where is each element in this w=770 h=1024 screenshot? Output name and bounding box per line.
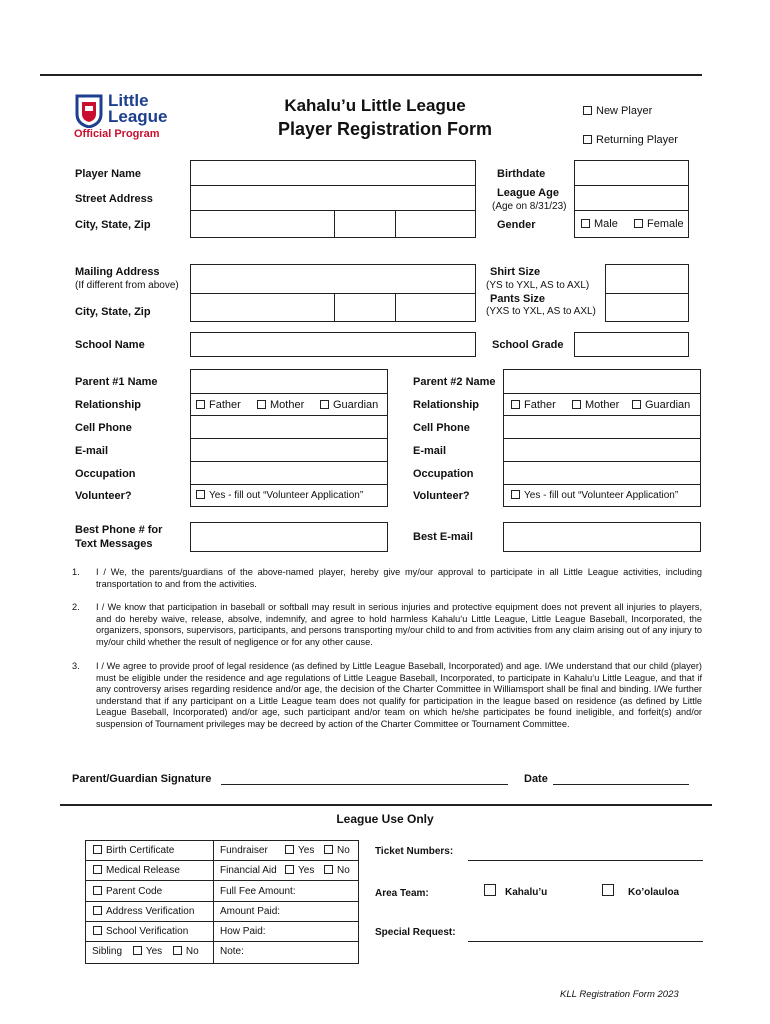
parent2-guardian-checkbox[interactable]: Guardian bbox=[632, 399, 690, 411]
birthdate-field[interactable] bbox=[574, 160, 689, 186]
financial-aid-yes-checkbox[interactable]: Yes bbox=[285, 865, 314, 876]
league-use-row-divider-5 bbox=[85, 941, 359, 942]
sibling-row bbox=[92, 946, 199, 957]
parent2-name-label: Parent #2 Name bbox=[413, 376, 496, 388]
state-field[interactable] bbox=[334, 210, 396, 238]
koolauloa-checkbox[interactable]: Ko’olauloa bbox=[602, 884, 679, 898]
pants-size-field[interactable] bbox=[605, 293, 689, 322]
special-request-line[interactable] bbox=[468, 941, 703, 942]
footer-text: KLL Registration Form 2023 bbox=[560, 989, 679, 1000]
league-age-label: League Age bbox=[497, 187, 559, 199]
logo-line-2: League bbox=[108, 107, 168, 126]
mailing-city-field[interactable] bbox=[190, 293, 335, 322]
logo-line-3: Official Program bbox=[74, 128, 160, 140]
agreement-1: 1. I / We, the parents/guardians of the above-named player, hereby give my/our approval to participate in all Little League activities, including transportation to and from the activities. bbox=[72, 567, 702, 589]
form-title-2: Player Registration Form bbox=[277, 119, 493, 139]
parent2-cell-field[interactable] bbox=[503, 415, 701, 439]
address-verification-checkbox[interactable]: Address Verification bbox=[93, 906, 194, 917]
league-use-col-divider bbox=[213, 840, 214, 964]
medical-release-checkbox[interactable]: Medical Release bbox=[93, 865, 180, 876]
parent1-relationship-label: Relationship bbox=[75, 399, 142, 411]
sibling-no-checkbox[interactable]: No bbox=[173, 946, 199, 957]
league-age-field[interactable] bbox=[574, 185, 689, 211]
parent1-volunteer-label: Volunteer? bbox=[75, 490, 132, 502]
parent1-email-label: E-mail bbox=[75, 445, 109, 457]
parent2-email-field[interactable] bbox=[503, 438, 701, 462]
fundraiser-label: Fundraiser bbox=[220, 845, 268, 856]
school-name-field[interactable] bbox=[190, 332, 476, 357]
date-line[interactable] bbox=[553, 784, 689, 785]
parent2-cell-label: Cell Phone bbox=[413, 422, 470, 434]
kahaluu-checkbox[interactable]: Kahalu’u bbox=[484, 884, 547, 898]
parent-code-checkbox[interactable]: Parent Code bbox=[93, 886, 162, 897]
city-state-zip-label: City, State, Zip bbox=[75, 219, 151, 231]
shirt-size-label: Shirt Size bbox=[490, 266, 541, 278]
parent1-occupation-label: Occupation bbox=[75, 468, 136, 480]
parent1-name-field[interactable] bbox=[190, 369, 388, 394]
school-grade-label: School Grade bbox=[492, 339, 564, 351]
parent1-cell-label: Cell Phone bbox=[75, 422, 132, 434]
mailing-state-field[interactable] bbox=[334, 293, 396, 322]
full-fee-label: Full Fee Amount: bbox=[220, 886, 296, 897]
parent1-cell-field[interactable] bbox=[190, 415, 388, 439]
financial-aid-label: Financial Aid bbox=[220, 865, 277, 876]
league-use-row-divider-3 bbox=[85, 901, 359, 902]
best-phone-label-1: Best Phone # for bbox=[75, 524, 163, 536]
school-grade-field[interactable] bbox=[574, 332, 689, 357]
street-address-field[interactable] bbox=[190, 185, 476, 211]
league-use-title: League Use Only bbox=[336, 812, 434, 826]
school-verification-checkbox[interactable]: School Verification bbox=[93, 926, 188, 937]
parent1-father-checkbox[interactable]: Father bbox=[196, 399, 241, 411]
parent2-name-field[interactable] bbox=[503, 369, 701, 394]
date-label: Date bbox=[524, 773, 548, 785]
street-address-label: Street Address bbox=[75, 193, 153, 205]
signature-line[interactable] bbox=[221, 784, 508, 785]
shirt-size-note: (YS to YXL, AS to AXL) bbox=[486, 280, 590, 291]
league-use-rule bbox=[60, 804, 712, 806]
amount-paid-label: Amount Paid: bbox=[220, 906, 281, 917]
sibling-yes-checkbox[interactable]: Yes bbox=[133, 946, 162, 957]
parent2-mother-checkbox[interactable]: Mother bbox=[572, 399, 619, 411]
shirt-size-field[interactable] bbox=[605, 264, 689, 294]
player-name-field[interactable] bbox=[190, 160, 476, 186]
special-request-label: Special Request: bbox=[375, 927, 456, 938]
parent1-email-field[interactable] bbox=[190, 438, 388, 462]
ticket-numbers-line[interactable] bbox=[468, 860, 703, 861]
new-player-checkbox[interactable]: New Player bbox=[583, 105, 652, 117]
parent2-father-checkbox[interactable]: Father bbox=[511, 399, 556, 411]
signature-label: Parent/Guardian Signature bbox=[72, 773, 212, 785]
parent1-mother-checkbox[interactable]: Mother bbox=[257, 399, 304, 411]
financial-aid-no-checkbox[interactable]: No bbox=[324, 865, 350, 876]
best-phone-label-2: Text Messages bbox=[75, 538, 153, 550]
top-rule bbox=[40, 74, 702, 76]
player-name-label: Player Name bbox=[75, 168, 142, 180]
note-label: Note: bbox=[220, 946, 244, 957]
form-title-1: Kahalu’u Little League bbox=[284, 96, 466, 115]
zip-field[interactable] bbox=[395, 210, 476, 238]
city-field[interactable] bbox=[190, 210, 335, 238]
birthdate-label: Birthdate bbox=[497, 168, 546, 180]
returning-player-checkbox[interactable]: Returning Player bbox=[583, 134, 678, 146]
parent1-guardian-checkbox[interactable]: Guardian bbox=[320, 399, 378, 411]
gender-label: Gender bbox=[497, 219, 536, 231]
male-checkbox[interactable]: Male bbox=[581, 218, 618, 230]
logo-line-1: Little bbox=[108, 91, 149, 110]
sibling-label: Sibling bbox=[92, 946, 123, 957]
mailing-city-label: City, State, Zip bbox=[75, 306, 151, 318]
agreement-2: 2. I / We know that participation in baseball or softball may result in serious injuries and protective equipment does not prevent all injuries to players, and do hereby waive, release, absolve, indemnify, and agree to hold harmless Kahalu‘u Little League, Little League Baseball, Incorporated, the organizers, sponsors, supervisors, participants, and persons transporting my/our child to and from activities from any claim arising out of any injury to my/our child whether the result of negligence or for any other cause. bbox=[72, 602, 702, 647]
pants-size-note: (YXS to YXL, AS to AXL) bbox=[486, 306, 596, 317]
fundraiser-yes-checkbox[interactable]: Yes bbox=[285, 845, 314, 856]
mailing-zip-field[interactable] bbox=[395, 293, 476, 322]
birth-certificate-checkbox[interactable]: Birth Certificate bbox=[93, 845, 174, 856]
league-age-note: (Age on 8/31/23) bbox=[492, 201, 567, 212]
mailing-address-label: Mailing Address bbox=[75, 266, 160, 278]
parent2-email-label: E-mail bbox=[413, 445, 447, 457]
league-use-row-divider-2 bbox=[85, 880, 359, 881]
female-checkbox[interactable]: Female bbox=[634, 218, 684, 230]
area-team-label: Area Team: bbox=[375, 888, 429, 899]
parent1-occupation-field[interactable] bbox=[190, 461, 388, 485]
logo-shield-icon bbox=[74, 94, 104, 128]
parent2-volunteer-checkbox[interactable]: Yes - fill out “Volunteer Application” bbox=[511, 490, 678, 501]
parent2-occupation-label: Occupation bbox=[413, 468, 474, 480]
mailing-address-field[interactable] bbox=[190, 264, 476, 294]
parent1-volunteer-checkbox[interactable]: Yes - fill out “Volunteer Application” bbox=[196, 490, 363, 501]
best-phone-field[interactable] bbox=[190, 522, 388, 552]
league-use-row-divider-4 bbox=[85, 921, 359, 922]
parent2-relationship-label: Relationship bbox=[413, 399, 480, 411]
pants-size-label: Pants Size bbox=[490, 293, 546, 305]
mailing-address-note: (If different from above) bbox=[75, 280, 179, 291]
best-email-label: Best E-mail bbox=[413, 531, 473, 543]
parent2-volunteer-label: Volunteer? bbox=[413, 490, 470, 502]
how-paid-label: How Paid: bbox=[220, 926, 266, 937]
ticket-numbers-label: Ticket Numbers: bbox=[375, 846, 454, 857]
agreement-3: 3. I / We agree to provide proof of legal residence (as defined by Little League Baseball, Incorporated) and age. I/We understand that our child (player) must be eligible under the residence and age regulations of Little League Baseball, Incorporated, to participate in Kahalu‘u Little League, and that if any controversy arises regarding residence and/or age, the decision of the Charter Committee in Williamsport shall be final and binding. I/We further understand that if any participant on a Little League team does not qualify for participation in the league based on residence (as defined by Little League Baseball, Incorporated) and/or age, such participant and/or team on which he/she participates be found ineligible, and forfeit(s) and/or suspension of Tournament privileges may be decreed by action of the Charter Committee or Tournament Committee. bbox=[72, 661, 702, 729]
fundraiser-no-checkbox[interactable]: No bbox=[324, 845, 350, 856]
school-name-label: School Name bbox=[75, 339, 145, 351]
parent2-occupation-field[interactable] bbox=[503, 461, 701, 485]
parent1-name-label: Parent #1 Name bbox=[75, 376, 158, 388]
best-email-field[interactable] bbox=[503, 522, 701, 552]
league-use-row-divider-1 bbox=[85, 860, 359, 861]
little-league-logo bbox=[74, 92, 189, 142]
